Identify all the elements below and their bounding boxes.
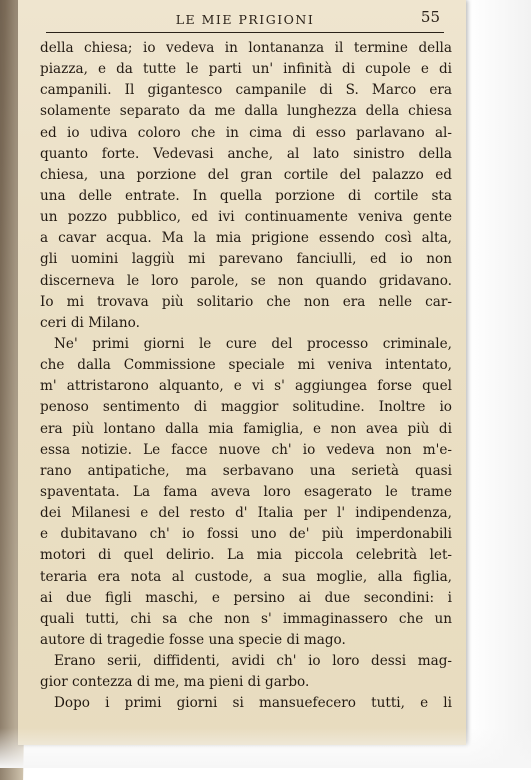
text-line: solamente separato da me dalla lunghezza della chiesa bbox=[40, 103, 452, 120]
text-line: spaventata. La fama aveva loro esagerato le trame bbox=[40, 483, 452, 500]
text-line: discerneva le loro parole, se non quando gridavano. bbox=[40, 272, 452, 289]
text-line: rano antipatiche, ma serbavano una serietà quasi bbox=[40, 462, 452, 479]
text-line: ceri di Milano. bbox=[40, 314, 140, 331]
text-line: chiesa, una porzione del gran cortile del palazzo ed bbox=[40, 166, 452, 183]
paragraph-start-line: Ne' primi giorni le cure del processo criminale, bbox=[54, 335, 452, 352]
text-line: dei Milanesi e del resto d' Italia per l' indipendenza, bbox=[40, 505, 452, 522]
text-line: autore di tragedie fosse una specie di mago. bbox=[40, 631, 346, 648]
page-number: 55 bbox=[420, 8, 440, 26]
text-line: motori di quel delirio. La mia piccola celebrità let- bbox=[40, 547, 452, 564]
paragraph-start-line: Dopo i primi giorni si mansuefecero tutti, e li bbox=[54, 695, 452, 712]
text-line: una delle entrate. In quella porzione di cortile sta bbox=[40, 187, 452, 204]
book-page bbox=[18, 0, 466, 745]
text-line: un pozzo pubblico, ed ivi continuamente veniva gente bbox=[40, 209, 452, 226]
text-line: gli uomini laggiù mi parevano fanciulli, ed io non bbox=[40, 251, 452, 268]
text-line: campanili. Il gigantesco campanile di S. Marco era bbox=[40, 82, 452, 99]
text-line: piazza, e da tutte le parti un' infinità di cupole e di bbox=[40, 61, 452, 78]
text-line: era più lontano dalla mia famiglia, e non avea più di bbox=[40, 420, 452, 437]
text-line: a cavar acqua. Ma la mia prigione essendo così alta, bbox=[40, 230, 452, 247]
text-line: Io mi trovava più solitario che non era nelle car- bbox=[40, 293, 452, 310]
text-line: m' attristarono alquanto, e vi s' aggiungea forse quel bbox=[40, 378, 452, 395]
text-line: ed io udiva coloro che in cima di esso parlavano al- bbox=[40, 124, 452, 141]
page-body-text bbox=[40, 38, 452, 715]
text-line: che dalla Commissione speciale mi veniva intentato, bbox=[40, 357, 452, 374]
text-line: e dubitavano ch' io fossi uno de' più imperdonabili bbox=[40, 526, 452, 543]
running-title: LE MIE PRIGIONI bbox=[175, 12, 315, 27]
text-line: quanto forte. Vedevasi anche, al lato sinistro della bbox=[40, 145, 452, 162]
page-bottom-fade bbox=[0, 728, 531, 768]
text-line: quali tutti, chi sa che non s' immaginassero che un bbox=[40, 610, 452, 627]
page-header bbox=[46, 8, 444, 33]
text-line: gior contezza di me, ma pieni di garbo. bbox=[40, 674, 310, 691]
paragraph-start-line: Erano serii, diffidenti, avidi ch' io loro dessi mag- bbox=[54, 653, 452, 670]
text-line: penoso sentimento di maggior solitudine. Inoltre io bbox=[40, 399, 452, 416]
text-line: essa notizie. Le facce nuove ch' io vedeva non m'e- bbox=[40, 441, 452, 458]
text-line: teraria era nota al custode, a sua moglie, alla figlia, bbox=[40, 568, 452, 585]
text-line: della chiesa; io vedeva in lontananza il termine della bbox=[40, 40, 452, 56]
text-line: ai due figli maschi, e persino ai due secondini: i bbox=[40, 589, 452, 606]
